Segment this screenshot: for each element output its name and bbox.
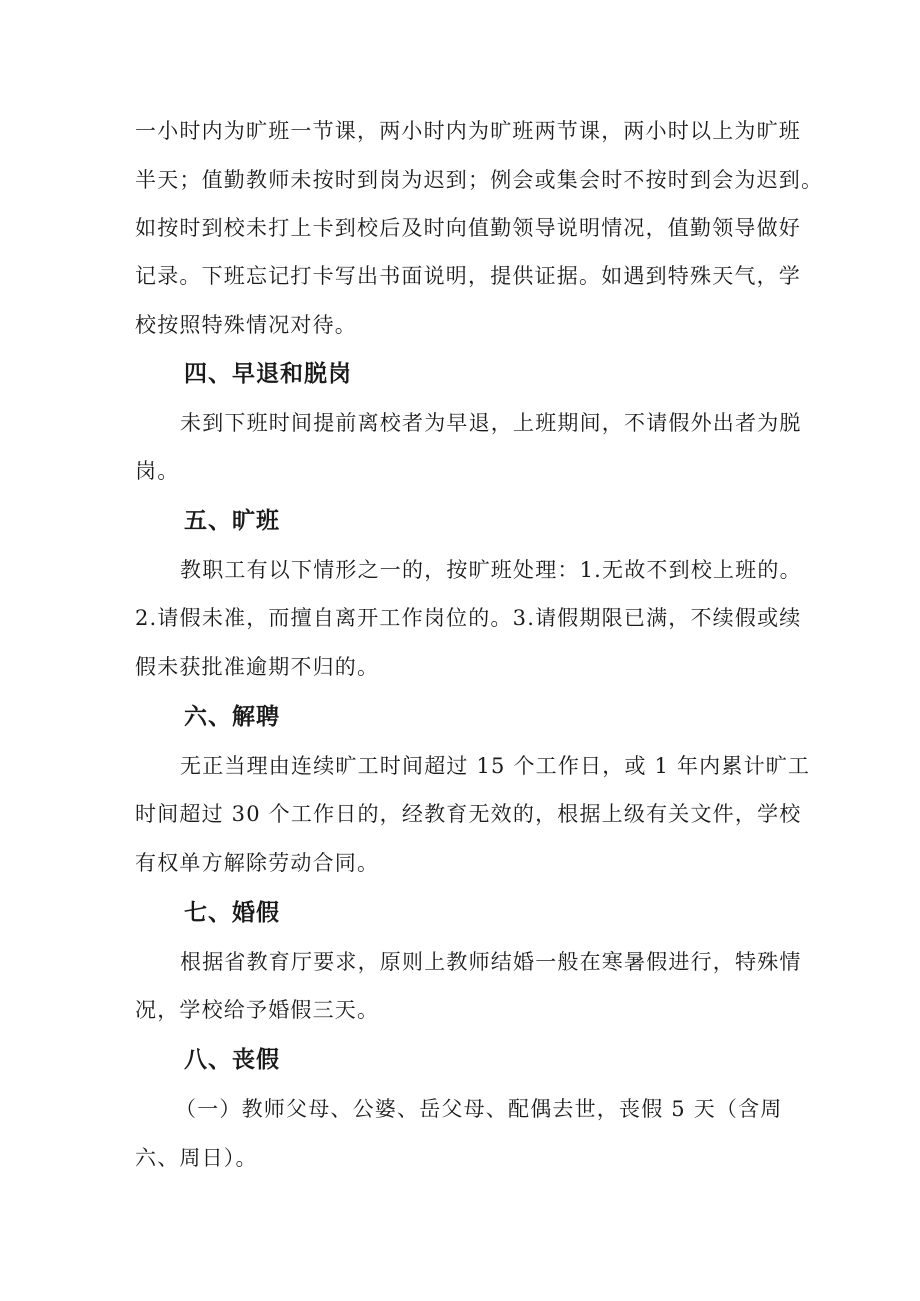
paragraph-line: 假未获批准逾期不归的。 — [135, 655, 380, 679]
paragraph-line: 无正当理由连续旷工时间超过 15 个工作日，或 1 年内累计旷工 — [180, 754, 811, 778]
paragraph-line: （一）教师父母、公婆、岳父母、配偶去世，丧假 5 天（含周 — [175, 1097, 783, 1121]
paragraph-line: 根据省教育厅要求，原则上教师结婚一般在寒暑假进行，特殊情 — [180, 950, 802, 974]
paragraph-line: 未到下班时间提前离校者为早退，上班期间，不请假外出者为脱 — [180, 411, 802, 435]
paragraph-line: 如按时到校未打上卡到校后及时向值勤领导说明情况，值勤领导做好 — [135, 216, 801, 240]
section-heading: 六、解聘 — [184, 704, 280, 730]
paragraph-line: 校按照特殊情况对待。 — [135, 313, 357, 337]
paragraph-line: 岗。 — [135, 459, 180, 483]
section-heading: 四、早退和脱岗 — [184, 361, 352, 387]
paragraph-line: 半天；值勤教师未按时到岗为迟到；例会或集会时不按时到会为迟到。 — [135, 168, 824, 192]
paragraph-line: 记录。下班忘记打卡写出书面说明，提供证据。如遇到特殊天气，学 — [135, 264, 801, 288]
paragraph-line: 2.请假未准，而擅自离开工作岗位的。3.请假期限已满，不续假或续 — [135, 606, 802, 630]
paragraph-line: 时间超过 30 个工作日的，经教育无效的，根据上级有关文件，学校 — [135, 802, 802, 826]
paragraph-line: 一小时内为旷班一节课，两小时内为旷班两节课，两小时以上为旷班 — [135, 119, 801, 143]
paragraph-line: 教职工有以下情形之一的，按旷班处理：1.无故不到校上班的。 — [180, 558, 802, 582]
paragraph-line: 有权单方解除劳动合同。 — [135, 851, 380, 875]
section-heading: 八、丧假 — [184, 1047, 280, 1073]
paragraph-line: 六、周日）。 — [135, 1146, 258, 1170]
section-heading: 五、旷班 — [184, 508, 280, 534]
paragraph-line: 况，学校给予婚假三天。 — [135, 998, 380, 1022]
section-heading: 七、婚假 — [184, 900, 280, 926]
